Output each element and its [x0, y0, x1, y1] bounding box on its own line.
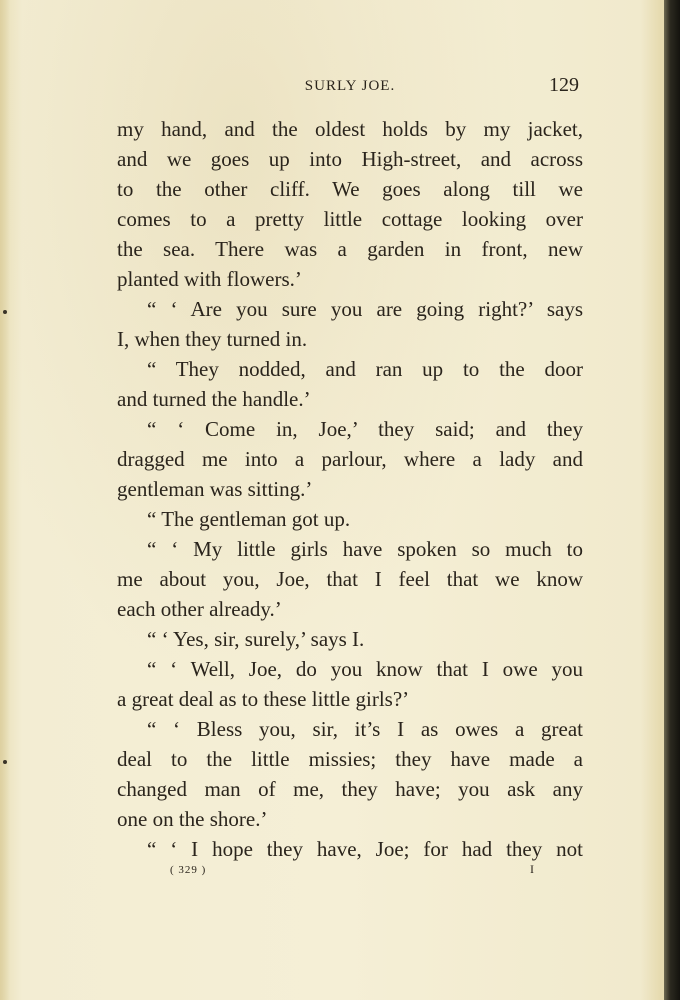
- signature-letter: I: [530, 862, 534, 876]
- text-line: comes to a pretty little cottage looking over: [117, 207, 583, 231]
- text-line: “ ‘ My little girls have spoken so much to: [147, 537, 583, 561]
- text-line: each other already.’: [117, 597, 282, 621]
- text-line: deal to the little missies; they have made a: [117, 747, 583, 771]
- text-line: changed man of me, they have; you ask any: [117, 777, 583, 801]
- text-line: “ ‘ Are you sure you are going right?’ says: [147, 297, 583, 321]
- text-line: me about you, Joe, that I feel that we know: [117, 567, 583, 591]
- printer-signature: ( 329 ): [170, 864, 207, 876]
- text-line: and we goes up into High-street, and across: [117, 147, 583, 171]
- page-left-edge: [0, 0, 10, 1000]
- text-line: planted with flowers.’: [117, 267, 302, 291]
- text-line: gentleman was sitting.’: [117, 477, 313, 501]
- text-line: my hand, and the oldest holds by my jacket,: [117, 117, 583, 141]
- text-line: “ ‘ Well, Joe, do you know that I owe you: [147, 657, 583, 681]
- text-line: dragged me into a parlour, where a lady and: [117, 447, 583, 471]
- text-line: I, when they turned in.: [117, 327, 308, 351]
- margin-speck: [3, 310, 7, 314]
- body-text: [117, 114, 583, 864]
- margin-speck: [3, 760, 7, 764]
- text-line: the sea. There was a garden in front, new: [117, 237, 583, 261]
- text-line: and turned the handle.’: [117, 387, 311, 411]
- text-line: “ ‘ Come in, Joe,’ they said; and they: [147, 417, 583, 441]
- page-number: 129: [549, 74, 579, 96]
- running-head: SURLY JOE.: [304, 78, 396, 94]
- book-spine-shadow: [664, 0, 680, 1000]
- text-line: “ They nodded, and ran up to the door: [147, 357, 583, 381]
- text-line: “ ‘ I hope they have, Joe; for had they not: [147, 837, 583, 861]
- text-line: “ ‘ Yes, sir, surely,’ says I.: [147, 627, 365, 651]
- text-line: “ The gentleman got up.: [147, 507, 351, 531]
- text-line: “ ‘ Bless you, sir, it’s I as owes a great: [147, 717, 583, 741]
- text-line: a great deal as to these little girls?’: [117, 687, 410, 711]
- text-line: to the other cliff. We goes along till we: [117, 177, 583, 201]
- text-line: one on the shore.’: [117, 807, 268, 831]
- page-header: [117, 74, 583, 100]
